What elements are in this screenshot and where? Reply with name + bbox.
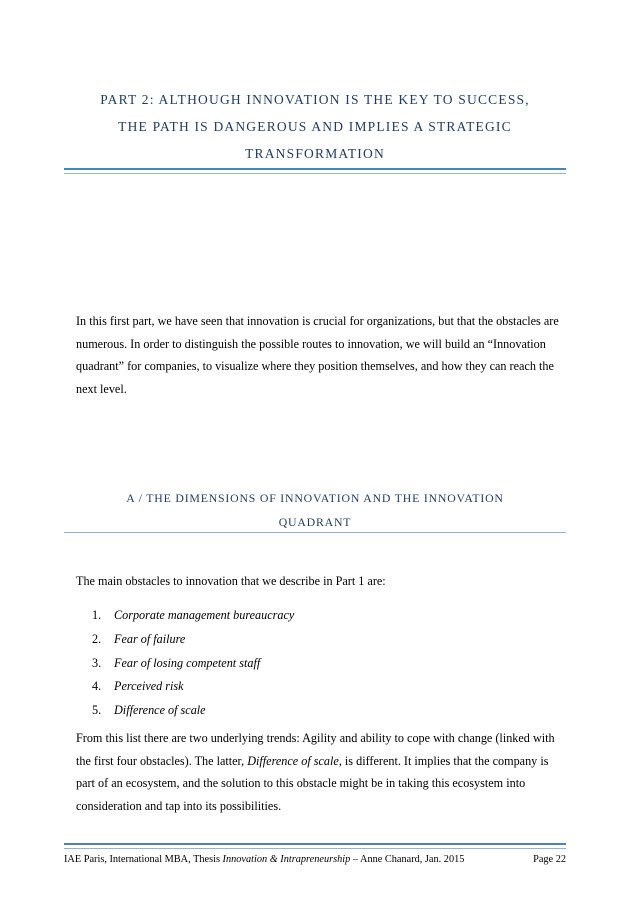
trends-emphasis: Difference of scale xyxy=(247,753,339,768)
page-number: Page 22 xyxy=(533,854,566,865)
part-title-line: TRANSFORMATION xyxy=(245,146,385,161)
footer-prefix: IAE Paris, International MBA, Thesis xyxy=(64,854,223,865)
title-rule-top xyxy=(64,168,566,170)
list-item xyxy=(92,675,294,699)
list-text: Corporate management bureaucracy xyxy=(114,608,295,622)
obstacles-list xyxy=(92,604,294,723)
list-item xyxy=(92,604,294,628)
trends-text-start: From this list there are two underlying trends: Agility and ability to cope with change (linked with the first four obstacles). The latter, xyxy=(76,731,555,768)
list-number: 4. xyxy=(92,679,102,694)
footer-rule-bottom xyxy=(64,848,566,849)
list-number: 1. xyxy=(92,608,102,622)
list-text: Difference of scale xyxy=(114,703,206,718)
part-title xyxy=(64,86,566,167)
footer-thesis-title: Innovation & Intrapreneurship xyxy=(222,854,351,865)
footer-suffix: – Anne Chanard, Jan. 2015 xyxy=(350,854,465,865)
page-footer xyxy=(64,854,566,865)
list-number: 2. xyxy=(92,631,102,646)
footer-citation xyxy=(64,854,464,865)
section-title-line: A / THE DIMENSIONS OF INNOVATION AND THE INNOVATION xyxy=(126,491,504,505)
list-item xyxy=(92,652,294,676)
list-number: 5. xyxy=(92,703,102,718)
list-text: Perceived risk xyxy=(114,679,184,694)
list-item xyxy=(92,628,294,652)
title-rule-bottom xyxy=(64,173,566,174)
footer-rule-top xyxy=(64,843,566,845)
part-title-line: THE PATH IS DANGEROUS AND IMPLIES A STRATEGIC xyxy=(118,119,512,134)
list-text: Fear of losing competent staff xyxy=(114,655,261,670)
section-title xyxy=(64,486,566,534)
list-text: Fear of failure xyxy=(114,631,186,646)
trends-text-end: , is different. It implies that the company is part of an ecosystem, and the solution to this obstacle might be in taking this ecosystem into consideration and tap into its possibilities. xyxy=(76,753,549,813)
trends-paragraph xyxy=(76,727,566,817)
list-number: 3. xyxy=(92,655,102,670)
list-item xyxy=(92,699,294,723)
obstacles-lead: The main obstacles to innovation that we describe in Part 1 are: xyxy=(76,574,386,588)
section-rule xyxy=(64,532,566,533)
intro-paragraph: In this first part, we have seen that innovation is crucial for organizations, but that the obstacles are numerous. In order to distinguish the possible routes to innovation, we will build an “Innovation quadrant” for companies, to visualize where they position themselves, and how they can reach the next level. xyxy=(76,314,559,396)
section-title-line: QUADRANT xyxy=(278,515,352,529)
part-title-line: PART 2: ALTHOUGH INNOVATION IS THE KEY TO SUCCESS, xyxy=(100,92,530,107)
